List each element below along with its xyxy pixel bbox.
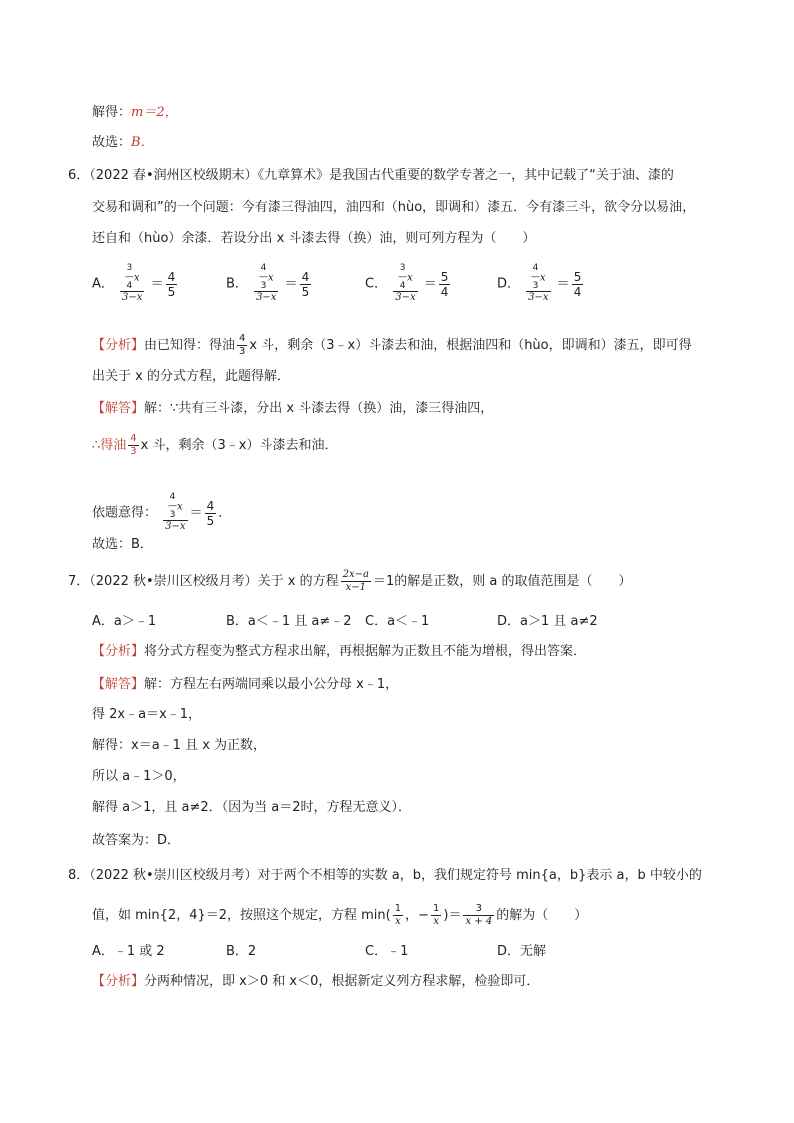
q6-answer-text-2a: ∴得油 bbox=[92, 438, 127, 453]
q6-analysis-frac-num: 4 bbox=[239, 333, 246, 344]
q5-solve-label: 解得： bbox=[92, 105, 132, 120]
q6-option-b-den: 3−x bbox=[256, 292, 277, 303]
q7-stem-text-a: 7．（2022 秋•崇川区校级月考）关于 x 的方程 bbox=[68, 574, 339, 589]
q6-option-a-den: 3−x bbox=[122, 292, 143, 303]
q7-answer-line3: 解得：x＝a﹣1 且 x 为正数， bbox=[92, 738, 267, 753]
q6-answer-eq-rhs bbox=[205, 499, 217, 528]
q6-option-d-rhs-num: 5 bbox=[573, 269, 582, 284]
q6-stem-line2: 交易和调和”的一个问题：今有漆三得油四，油四和（hùo，即调和）漆五．今有漆三斗，欲令分以易油， bbox=[92, 200, 696, 215]
q6-option-b-rhs bbox=[300, 270, 312, 299]
q6-answer-line1 bbox=[92, 399, 493, 419]
q6-answer-eq-sign: ＝ bbox=[189, 505, 203, 521]
q6-option-c-rhs bbox=[439, 270, 451, 299]
q6-option-d[interactable]: D． 4 — 3x 3−x ＝ $\frac{5}{4}$ bbox=[497, 263, 582, 303]
q6-stem-line1: 6．（2022 春•润州区校级期末）《九章算术》是我国古代重要的数学专著之一，其中记载了“关于油、漆的 bbox=[68, 168, 674, 183]
q6-answer-text-1: 解：∵共有三斗漆，分出 x 斗漆去得（换）油，漆三得油四， bbox=[144, 401, 494, 416]
q8-stem-text-c: 的解为（ ） bbox=[496, 908, 588, 923]
q6-option-c-rhs-num: 5 bbox=[440, 269, 449, 284]
q6-stem-line3: 还自和（hùo）余漆．若设分出 x 斗漆去得（换）油，则可列方程为（ ） bbox=[92, 231, 536, 246]
q6-option-d-label: D． bbox=[497, 276, 521, 292]
q6-option-b-rhs-den: 5 bbox=[301, 284, 310, 299]
q8-stem-text-b: )＝ bbox=[443, 908, 462, 923]
q6-option-c-den: 3−x bbox=[395, 292, 416, 303]
q6-option-c-frac: 3 — 4x 3−x bbox=[395, 263, 416, 303]
q6-option-b-inner-den: 3 bbox=[260, 281, 267, 291]
q5-solve-value: m＝2， bbox=[131, 105, 178, 120]
q6-analysis-text-a: 由已知得：得油 bbox=[144, 338, 236, 353]
q6-option-d-inner-den: 3 bbox=[532, 281, 539, 291]
q6-option-b[interactable]: B． 4 — 3x 3−x ＝ $\frac{4}{5}$ bbox=[226, 263, 310, 303]
q8-frac-3: $\frac{3}{x + 4}$ bbox=[465, 903, 493, 927]
q6-option-c-inner-num: 3 bbox=[399, 263, 406, 273]
q6-answer-eq-den: 3−x bbox=[165, 521, 186, 532]
q7-analysis-line bbox=[92, 642, 586, 662]
q6-option-d-rhs-den: 4 bbox=[573, 284, 582, 299]
q8-stem-line2: 值，如 min{2，4}＝2，按照这个规定，方程 min( $\frac{1}{x}$ ，− $\frac{1}{x}$ )＝ $\frac{3}{x + 4}$ 的解为（ ） bbox=[92, 903, 588, 927]
q8-frac-2: $\frac{1}{x}$ bbox=[433, 903, 440, 927]
q8-option-d[interactable]: D．无解 bbox=[497, 944, 547, 959]
q6-answer-eq-inner-den: 3 bbox=[169, 510, 176, 520]
q7-answer-text-1: 解：方程左右两端同乘以最小公分母 x﹣1， bbox=[144, 677, 399, 692]
q6-answer-line3: 依题意得： 4 — 3x 3−x ＝ $\frac{4}{5}$ ． bbox=[92, 492, 232, 532]
q6-option-b-frac: 4 — 3x 3−x bbox=[256, 263, 277, 303]
q6-analysis-text-b: x 斗，剩余（3﹣x）斗漆去和油，根据油四和（hùo，即调和）漆五，即可得 bbox=[249, 338, 692, 353]
q7-analysis-tag: 【分析】 bbox=[92, 644, 145, 659]
q6-analysis-tag: 【分析】 bbox=[92, 338, 145, 353]
q7-answer-line2: 得 2x﹣a＝x﹣1， bbox=[92, 707, 202, 722]
q6-option-a-frac: 3 — 4x 3−x bbox=[122, 263, 143, 303]
q6-option-d-inner-num: 4 bbox=[532, 263, 539, 273]
q6-answer-eq-rhs-den: 5 bbox=[206, 513, 215, 528]
q6-analysis-line1 bbox=[92, 333, 692, 358]
q6-answer-text-3: 依题意得： bbox=[92, 505, 158, 521]
q8-analysis-tag: 【分析】 bbox=[92, 974, 145, 989]
q6-answer-text-2b: x 斗，剩余（3﹣x）斗漆去和油． bbox=[140, 438, 338, 453]
q5-solve-line bbox=[92, 103, 178, 123]
q6-option-d-frac: 4 — 3x 3−x bbox=[528, 263, 549, 303]
q8-stem-text-a: 值，如 min{2，4}＝2，按照这个规定，方程 min( bbox=[92, 908, 391, 923]
q7-option-d[interactable]: D．a＞1 且 a≠2 bbox=[497, 614, 598, 629]
q6-option-a-rhs bbox=[166, 270, 178, 299]
q7-answer-line1 bbox=[92, 675, 398, 695]
q7-eq-num: 2x−a bbox=[342, 569, 369, 580]
q6-option-c-label: C． bbox=[365, 276, 388, 292]
q7-answer-tag: 【解答】 bbox=[92, 677, 145, 692]
q5-choose-label: 故选： bbox=[92, 135, 132, 150]
q6-answer-eq-frac: 4 — 3x 3−x bbox=[165, 492, 186, 532]
q6-option-c-rhs-den: 4 bbox=[440, 284, 449, 299]
q7-answer-line5: 解得 a＞1，且 a≠2．（因为当 a＝2时，方程无意义）． bbox=[92, 800, 412, 815]
q6-answer-tag: 【解答】 bbox=[92, 401, 145, 416]
q6-option-b-label: B． bbox=[226, 276, 248, 292]
q6-option-a-rhs-num: 4 bbox=[167, 269, 176, 284]
q6-option-a-label: A． bbox=[92, 276, 114, 292]
q8-analysis-line bbox=[92, 972, 539, 992]
q8-option-b[interactable]: B．2 bbox=[226, 944, 257, 959]
q6-answer-eq-inner-num: 4 bbox=[169, 492, 176, 502]
q6-analysis-frac-den: 3 bbox=[239, 346, 246, 357]
q6-option-a[interactable]: A． 3 — 4x 3−x ＝ $\frac{4}{5}$ bbox=[92, 263, 176, 303]
q6-option-d-den: 3−x bbox=[528, 292, 549, 303]
q8-stem-line1: 8．（2022 秋•崇川区校级月考）对于两个不相等的实数 a，b，我们规定符号 min{a，b}表示 a，b 中较小的 bbox=[68, 868, 702, 883]
q6-option-c[interactable]: C． 3 — 4x 3−x ＝ $\frac{5}{4}$ bbox=[365, 263, 449, 303]
q6-option-b-rhs-num: 4 bbox=[301, 269, 310, 284]
q7-option-b[interactable]: B．a＜﹣1 且 a≠﹣2 bbox=[226, 614, 352, 629]
q7-eq-den: x−1 bbox=[345, 582, 366, 593]
q7-analysis-text: 将分式方程变为整式方程求出解，再根据解为正数且不能为增根，得出答案． bbox=[144, 644, 587, 659]
q6-answer-line2 bbox=[92, 433, 337, 458]
q8-analysis-text: 分两种情况，即 x＞0 和 x＜0，根据新定义列方程求解，检验即可． bbox=[144, 974, 540, 989]
q7-stem-line1 bbox=[68, 569, 631, 594]
q6-option-d-rhs bbox=[572, 270, 584, 299]
q5-choose-value: B． bbox=[131, 135, 154, 150]
q6-answer-frac bbox=[128, 433, 138, 458]
q6-option-a-rhs-den: 5 bbox=[167, 284, 176, 299]
q6-option-c-inner-den: 4 bbox=[399, 281, 406, 291]
q6-option-b-inner-num: 4 bbox=[260, 263, 267, 273]
q7-eq-frac bbox=[341, 569, 371, 594]
q6-answer-eq-rhs-num: 4 bbox=[206, 498, 215, 513]
q7-stem-text-b: ＝1的解是正数，则 a 的取值范围是（ ） bbox=[372, 574, 632, 589]
q8-option-a[interactable]: A．﹣1 或 2 bbox=[92, 944, 165, 959]
q8-frac-1: $\frac{1}{x}$ bbox=[394, 903, 402, 927]
q6-answer-frac-den: 3 bbox=[130, 446, 137, 457]
q7-option-c[interactable]: C．a＜﹣1 bbox=[365, 614, 430, 629]
q5-choose-line bbox=[92, 133, 154, 153]
q6-option-a-inner-num: 3 bbox=[126, 263, 133, 273]
q6-analysis-frac bbox=[237, 333, 247, 358]
q8-option-c[interactable]: C．﹣1 bbox=[365, 944, 409, 959]
q7-answer-line6: 故答案为：D． bbox=[92, 833, 181, 848]
q7-option-a[interactable]: A．a＞﹣1 bbox=[92, 614, 157, 629]
q6-option-a-inner-den: 4 bbox=[126, 281, 133, 291]
q6-choose-line: 故选：B． bbox=[92, 537, 153, 552]
q6-analysis-line2: 出关于 x 的分式方程，此题得解． bbox=[92, 369, 290, 384]
q6-answer-frac-num: 4 bbox=[130, 433, 137, 444]
q7-answer-line4: 所以 a﹣1＞0， bbox=[92, 769, 186, 784]
